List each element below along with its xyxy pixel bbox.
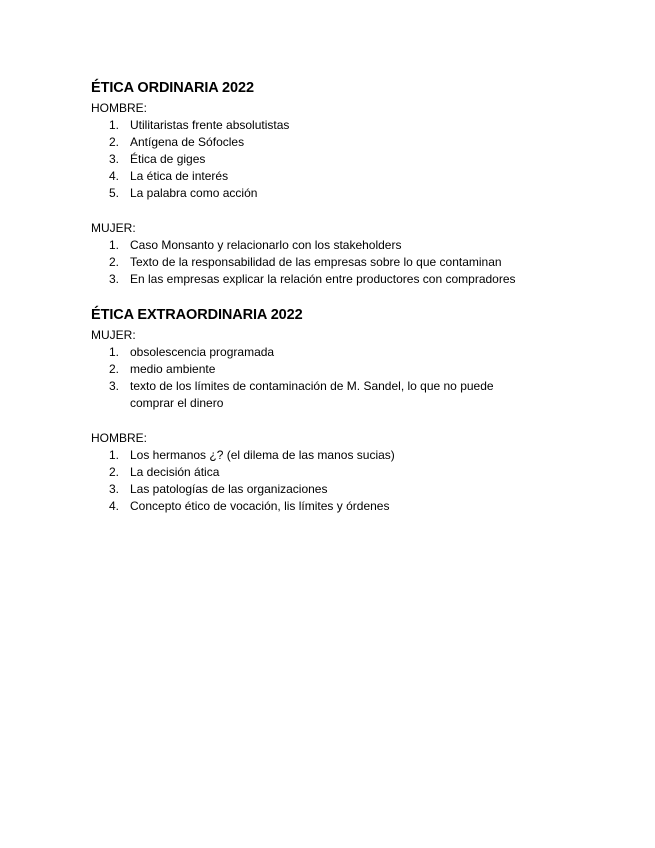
list-item-text: texto de los límites de contaminación de M. Sandel, lo que no puede comprar el dinero: [130, 379, 494, 410]
group-label-hombre: HOMBRE:: [91, 101, 148, 115]
list-item-text: Antígena de Sófocles: [130, 135, 245, 149]
list-item: 2. La decisión ática: [109, 465, 220, 479]
numbered-list: [91, 237, 611, 288]
list-item: 3. En las empresas explicar la relación entre productores con compradores: [109, 272, 516, 286]
list-item: 2. Texto de la responsabilidad de las empresas sobre lo que contaminan: [109, 255, 502, 269]
list-item: 4. La ética de interés: [109, 169, 229, 183]
list-item-text: La palabra como acción: [130, 186, 258, 200]
numbered-list: [91, 117, 611, 202]
list-item-text: La ética de interés: [130, 169, 229, 183]
list-item-text: medio ambiente: [130, 362, 216, 376]
list-item: 2. Antígena de Sófocles: [109, 135, 245, 149]
section-etica-ordinaria: [91, 78, 611, 288]
section-title: ÉTICA EXTRAORDINARIA 2022: [91, 307, 303, 323]
group-label-mujer: MUJER:: [91, 328, 136, 342]
list-item: 4. Concepto ético de vocación, lis límites y órdenes: [109, 499, 390, 513]
section-title: ÉTICA ORDINARIA 2022: [91, 80, 254, 96]
list-item: 3. Ética de giges: [109, 152, 206, 166]
paragraph-spacer: [91, 202, 611, 218]
document-body: [91, 78, 611, 515]
list-item: 3. Las patologías de las organizaciones: [109, 482, 328, 496]
numbered-list: [91, 447, 611, 515]
list-item-text: obsolescencia programada: [130, 345, 275, 359]
list-item-text: Caso Monsanto y relacionarlo con los stakeholders: [130, 238, 402, 252]
list-item: 3. texto de los límites de contaminación de M. Sandel, lo que no puede comprar el dinero: [109, 379, 494, 410]
numbered-list: [91, 344, 611, 412]
group-label-mujer: MUJER:: [91, 221, 136, 235]
list-item-text: Utilitaristas frente absolutistas: [130, 118, 290, 132]
section-spacer: [91, 288, 611, 305]
list-item-text: Texto de la responsabilidad de las empresas sobre lo que contaminan: [130, 255, 502, 269]
list-item-text: Las patologías de las organizaciones: [130, 482, 328, 496]
list-item: 1. Caso Monsanto y relacionarlo con los stakeholders: [109, 238, 402, 252]
list-item-text: Ética de giges: [130, 152, 206, 166]
list-item: 5. La palabra como acción: [109, 186, 258, 200]
list-item-text: Concepto ético de vocación, lis límites y órdenes: [130, 499, 390, 513]
list-item: 1. Utilitaristas frente absolutistas: [109, 118, 290, 132]
paragraph-spacer: [91, 412, 611, 428]
list-item-text: Los hermanos ¿? (el dilema de las manos sucias): [130, 448, 395, 462]
group-label-hombre: HOMBRE:: [91, 431, 148, 445]
list-item-text: En las empresas explicar la relación entre productores con compradores: [130, 272, 516, 286]
list-item: 1. Los hermanos ¿? (el dilema de las manos sucias): [109, 448, 395, 462]
list-item: 2. medio ambiente: [109, 362, 216, 376]
list-item-text: La decisión ática: [130, 465, 220, 479]
section-etica-extraordinaria: [91, 305, 611, 515]
list-item: 1. obsolescencia programada: [109, 345, 275, 359]
